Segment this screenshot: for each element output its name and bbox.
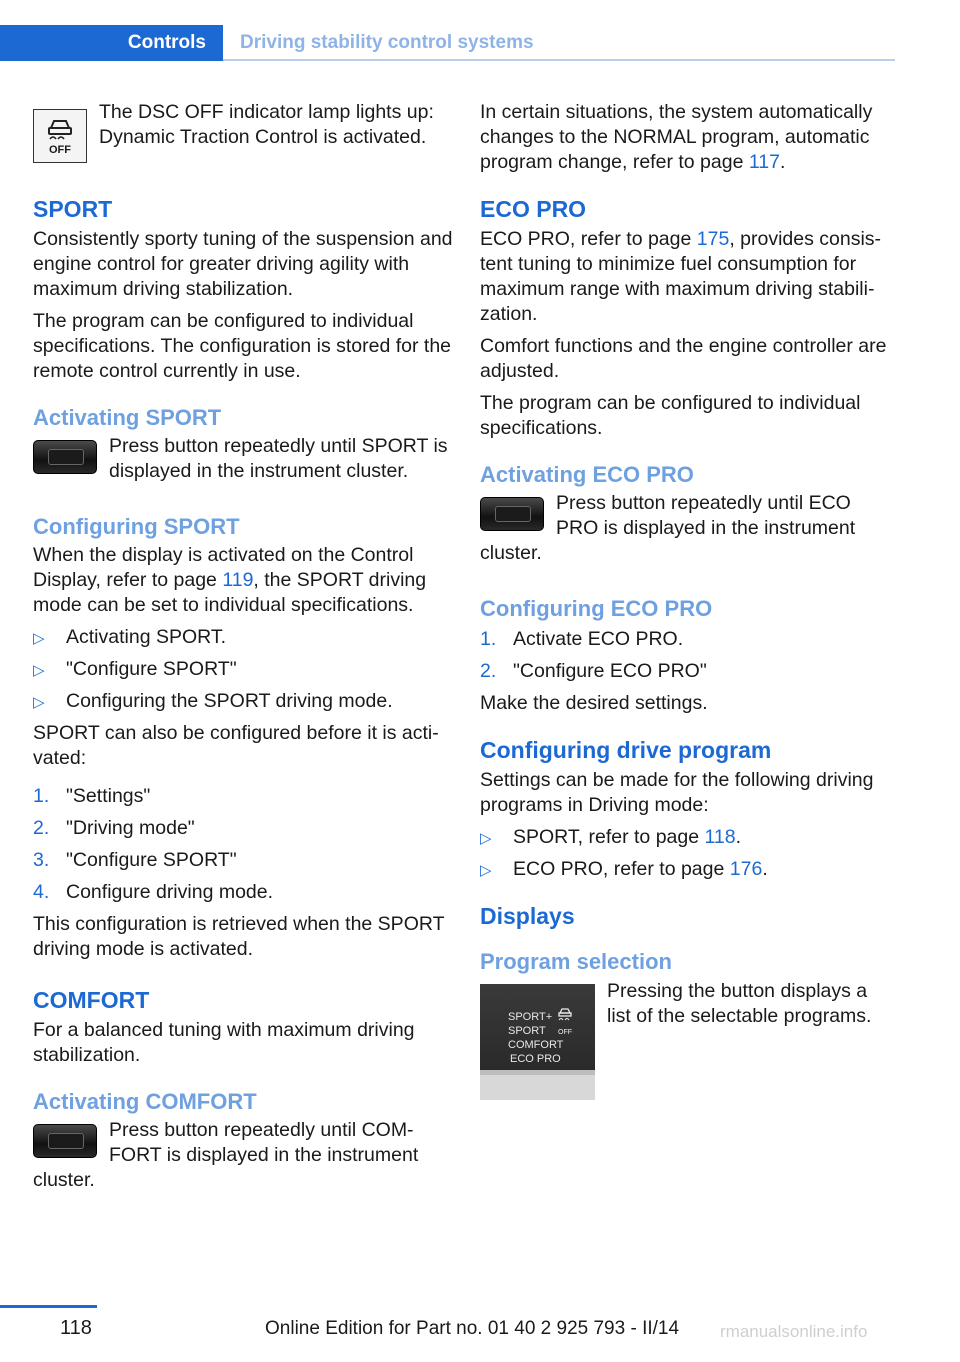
configuring-sport-heading: Configuring SPORT [33, 514, 240, 539]
driving-mode-button-icon [480, 497, 544, 531]
list-item: ▷ SPORT, refer to page 118. [480, 825, 895, 850]
dsc-off-icon [33, 109, 87, 163]
list-item: 4. Configure driving mode. [33, 881, 274, 903]
activating-comfort-heading: Activating COMFORT [33, 1089, 257, 1114]
edition-text: Online Edition for Part no. 01 40 2 925 793 - II/14 [265, 1318, 680, 1339]
activating-sport-heading: Activating SPORT [33, 405, 222, 430]
program-item: SPORT+ [508, 1011, 553, 1023]
driving-mode-button-icon [33, 440, 97, 474]
displays-heading: Displays [480, 903, 575, 929]
page-header [0, 25, 895, 61]
list-item: ▷ ECO PRO, refer to page 176. [480, 857, 895, 882]
right-column [480, 100, 895, 1100]
comfort-description: For a balanced tuning with maximum driving stabilization. [33, 1019, 415, 1066]
configuring-sport-text: When the display is activated on the Control Display, refer to page 119, the SPORT driving mode can be set to individual specifications. [33, 544, 427, 616]
drive-program-bullets [480, 825, 895, 882]
list-item: 2. "Configure ECO PRO" [480, 660, 707, 682]
mode-button-image [33, 1116, 97, 1158]
watermark: rmanualsonline.info [720, 1322, 868, 1341]
program-selection-text: Pressing the button displays a list of the selectable programs. [607, 980, 872, 1027]
program-selection-heading: Program selection [480, 949, 672, 974]
list-item: 1. Activate ECO PRO. [480, 628, 684, 650]
list-item: 1. "Settings" [33, 785, 151, 807]
eco-pro-heading: ECO PRO [480, 196, 587, 222]
triangle-bullet-icon: ▷ [480, 862, 492, 879]
sport-before-activation: SPORT can also be configured before it is acti- vated: [33, 722, 439, 769]
dsc-off-indicator [33, 109, 87, 163]
left-column [33, 100, 453, 1200]
page-ref-119[interactable]: 119 [222, 569, 254, 591]
footer-rule [0, 1305, 97, 1308]
list-item: ▷ Activating SPORT. [33, 625, 453, 650]
drive-program-text: Settings can be made for the following driving programs in Driving mode: [480, 769, 874, 816]
section-tab[interactable]: Controls [0, 25, 223, 61]
program-item: COMFORT [508, 1039, 564, 1051]
list-item: ▷ "Configure SPORT" [33, 657, 453, 682]
list-item: 3. "Configure SPORT" [33, 849, 237, 871]
sport-settings-steps [33, 784, 453, 905]
sport-description: Consistently sporty tuning of the suspension and engine control for greater driving agility with maximum driving stabilization. [33, 228, 453, 300]
page-ref-175[interactable]: 175 [696, 228, 730, 250]
configuration-retrieved: This configuration is retrieved when the SPORT driving mode is activated. [33, 913, 445, 960]
triangle-bullet-icon: ▷ [33, 694, 45, 711]
mode-button-image [480, 489, 544, 531]
activating-sport-text: Press button repeatedly until SPORT is displayed in the instrument cluster. [109, 435, 448, 482]
list-item: ▷ Configuring the SPORT driving mode. [33, 689, 453, 714]
eco-pro-comfort-functions: Comfort functions and the engine controller are adjusted. [480, 335, 887, 382]
triangle-bullet-icon: ▷ [480, 830, 492, 847]
page-ref-176[interactable]: 176 [729, 858, 763, 880]
program-item: ECO PRO [510, 1053, 561, 1065]
driving-mode-button-icon [33, 1124, 97, 1158]
sport-configurable: The program can be configured to individual specifications. The configuration is stored for the remote control currently in use. [33, 310, 452, 382]
comfort-heading: COMFORT [33, 987, 150, 1013]
sport-config-bullets [33, 625, 453, 714]
header-rule [223, 59, 895, 61]
list-item: 2. "Driving mode" [33, 817, 195, 839]
sport-heading: SPORT [33, 196, 113, 222]
activating-comfort-text: Press button repeatedly until COM- FORT is displayed in the instrument cluster. [33, 1119, 419, 1191]
activating-eco-pro-heading: Activating ECO PRO [480, 462, 694, 487]
program-selection-screen [480, 984, 595, 1100]
activating-eco-pro-text: Press button repeatedly until ECO PRO is displayed in the instrument cluster. [480, 492, 856, 564]
chapter-title[interactable]: Driving stability control systems [240, 32, 534, 53]
page-number: 118 [60, 1317, 92, 1339]
eco-pro-description: ECO PRO, refer to page 175, provides consis- tent tuning to minimize fuel consumption for maximum range with maximum driving stabili- zation. [480, 228, 882, 325]
triangle-bullet-icon: ▷ [33, 662, 45, 679]
page-ref-118[interactable]: 118 [704, 826, 736, 848]
normal-program-text: In certain situations, the system automatically changes to the NORMAL program, automatic program change, refer to page 117. [480, 101, 873, 173]
configuring-drive-program-heading: Configuring drive program [480, 737, 772, 763]
mode-button-image [33, 432, 97, 474]
eco-pro-configurable: The program can be configured to individual specifications. [480, 392, 861, 439]
eco-pro-steps [480, 627, 895, 684]
dsc-off-icon: OFF [556, 1004, 574, 1036]
page-ref-117[interactable]: 117 [748, 151, 780, 173]
dsc-text: The DSC OFF indicator lamp lights up: Dynamic Traction Control is activated. [99, 101, 434, 148]
triangle-bullet-icon: ▷ [33, 630, 45, 647]
program-list-display [480, 984, 595, 1100]
make-settings-text: Make the desired settings. [480, 692, 708, 714]
configuring-eco-pro-heading: Configuring ECO PRO [480, 596, 713, 621]
program-item: SPORT [508, 1025, 546, 1037]
dsc-off-label: OFF [49, 144, 71, 156]
